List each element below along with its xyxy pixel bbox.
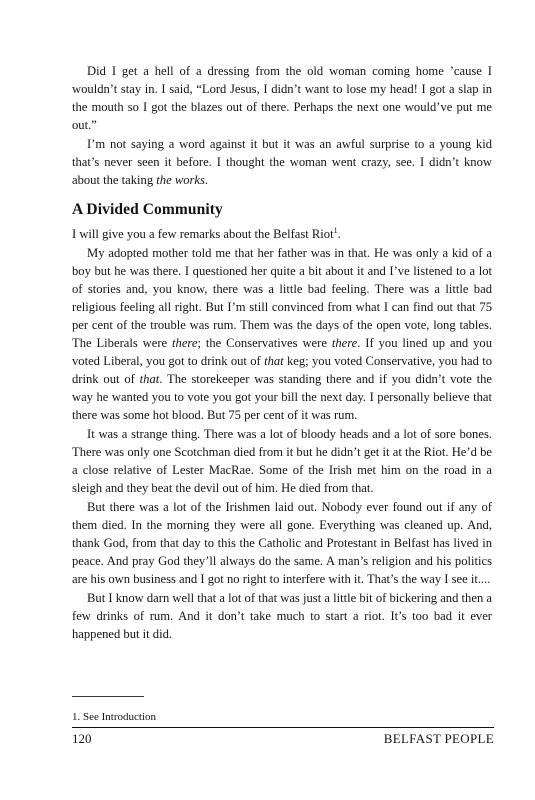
paragraph-4-italic-2: there	[331, 336, 358, 350]
paragraph-3	[72, 225, 492, 243]
paragraph-2-end: .	[204, 173, 209, 187]
paragraph-4-italic-4: that	[139, 372, 160, 386]
paragraph-3-end: .	[337, 227, 341, 241]
paragraph-5: It was a strange thing. There was a lot of bloody heads and a lot of sore bones. There was only one Scotchman died from it but he didn’t get it at the Riot. He’d be a close relative of Lester MacRae. Some of the Irish met him on the road in a sleigh and they beat the devil out of him. He died from that.	[72, 427, 492, 495]
footnote: 1. See Introduction	[72, 711, 157, 723]
footer-divider	[72, 727, 494, 728]
paragraph-2-italic: the works	[156, 173, 205, 187]
running-title: BELFAST PEOPLE	[383, 731, 494, 746]
paragraph-1: Did I get a hell of a dressing from the old woman coming home ’cause I wouldn’t stay in. I said, “Lord Jesus, I didn’t want to lose my head! I got a slap in the mouth so I got the blazes out of there. Perhaps the next one would’ve put me out.”	[72, 64, 492, 132]
paragraph-4-text-c: . If you lined up and you voted Liberal, you got to drink out of	[72, 336, 492, 368]
paragraph-4	[72, 244, 492, 424]
footnote-marker: 1	[333, 225, 338, 235]
paragraph-4-italic-3: that	[264, 354, 284, 368]
paragraph-2	[72, 135, 492, 189]
section-heading: A Divided Community	[72, 201, 223, 218]
paragraph-6: But there was a lot of the Irishmen laid out. Nobody ever found out if any of them died. In the morning they were all gone. Everything was cleaned up. And, thank God, from that day to this the Catholic and Protestant in Belfast has lived in peace. And pray God they’ll always do the same. A man’s religion and his politics are his own business and I got no right to interfere with it. That’s the way I see it....	[72, 500, 492, 586]
paragraph-3-text: I will give you a few remarks about the Belfast Riot	[72, 227, 334, 241]
page-number: 120	[72, 731, 92, 746]
paragraph-7: But I know darn well that a lot of that was just a little bit of bickering and then a few drinks of rum. And it don’t take much to start a riot. It’s too bad it ever happened but it did.	[72, 591, 492, 641]
paragraph-4-text-b: ; the Conservatives were	[197, 336, 332, 350]
footnote-divider	[72, 696, 144, 697]
paragraph-4-text-e: . The storekeeper was standing there and if you didn’t vote the way he wanted you to vote you got your bill the next day. I personally believe that there was some hot blood. But 75 per cent of it was rum.	[72, 372, 492, 422]
paragraph-4-italic-1: there	[172, 336, 198, 350]
paragraph-4-text-d: keg; you voted Conservative, you had to drink out of	[72, 354, 492, 386]
paragraph-4-text-a: My adopted mother told me that her father was in that. He was only a kid of a boy but he was there. I questioned her quite a bit about it and I’ve listened to a lot of stories and, you know, there was a little bad feeling. There was a little bad religious feeling all right. But I’m still convinced from what I can find out that 75 per cent of the trouble was rum. Them was the days of the open vote, long tables. The Liberals were	[72, 246, 492, 350]
paragraph-2-text: I’m not saying a word against it but it was an awful surprise to a young kid that’s never seen it before. I thought the woman went crazy, see. I didn’t know about the taking	[72, 137, 492, 187]
body-text	[72, 62, 492, 643]
